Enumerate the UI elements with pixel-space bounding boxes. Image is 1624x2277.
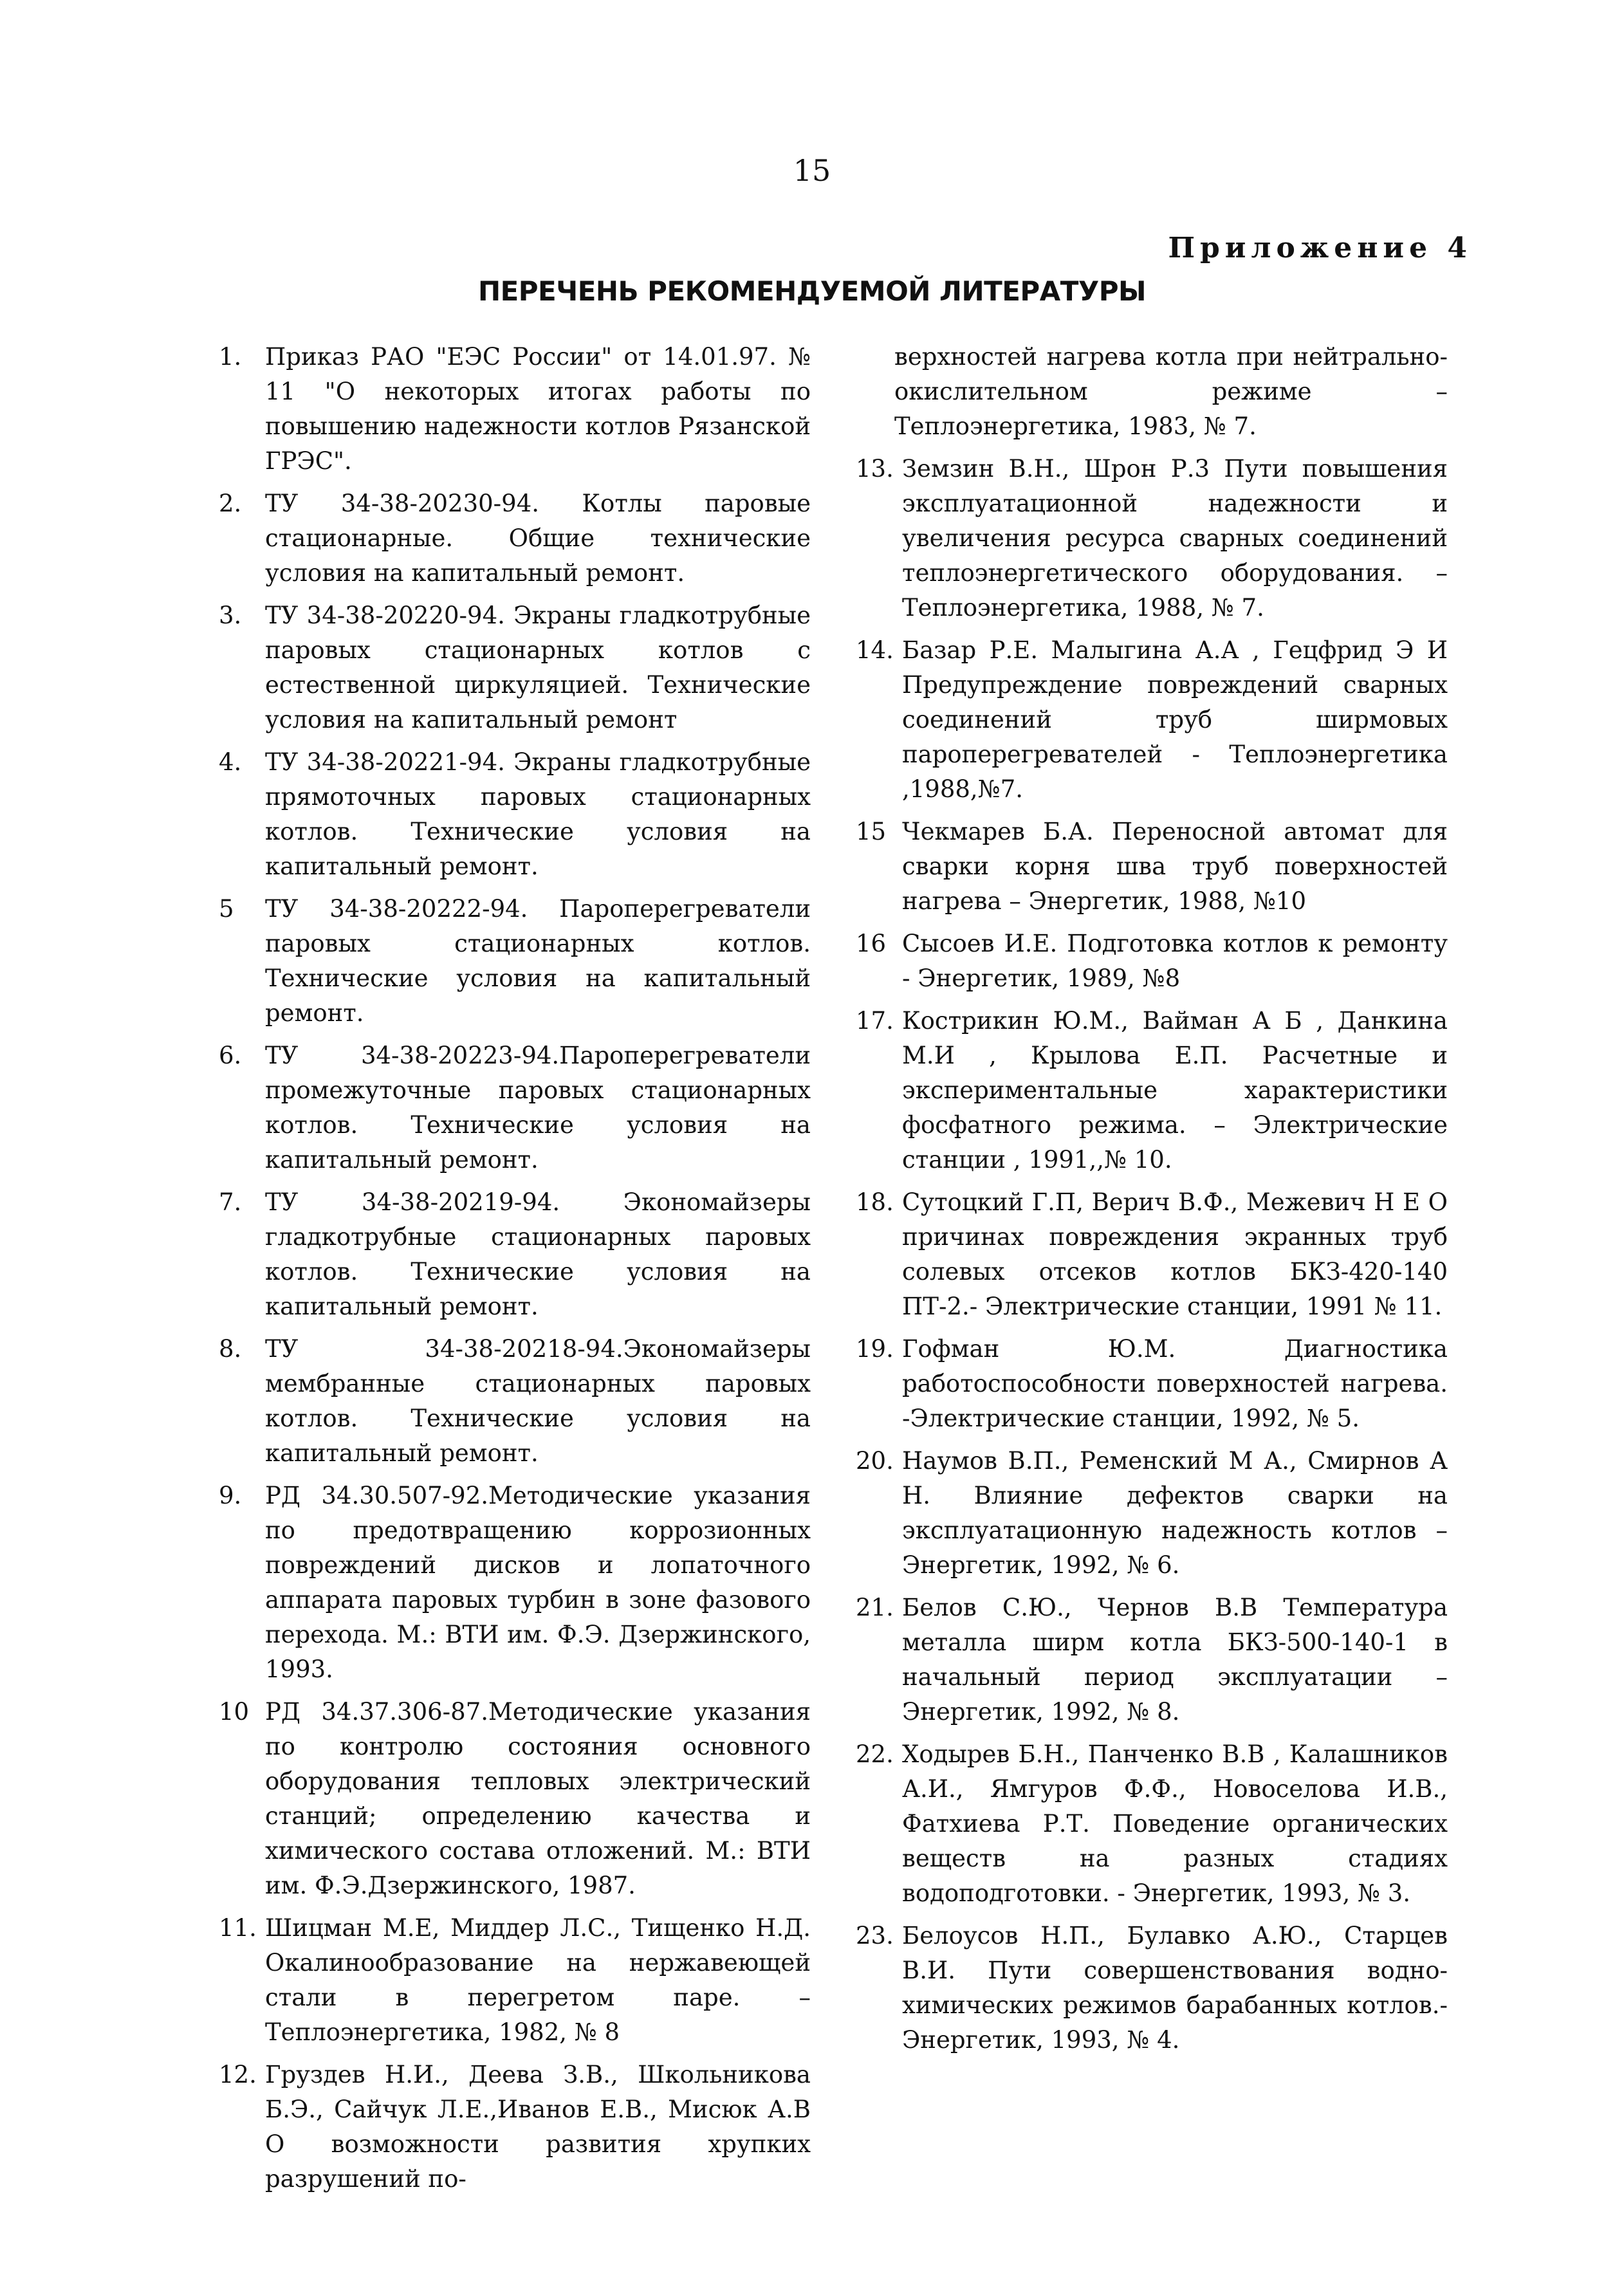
reference-number: 1. bbox=[219, 343, 242, 371]
reference-item bbox=[856, 815, 1448, 919]
reference-item bbox=[219, 1695, 811, 1903]
reference-text: ТУ 34-38-20220-94. Экраны гладкотрубные паровых стационарных котлов с естественной циркуляцией. Технические условия на капитальный ремонт bbox=[265, 602, 811, 733]
reference-number: 21. bbox=[856, 1594, 894, 1621]
reference-item bbox=[219, 1479, 811, 1687]
reference-text: Белов С.Ю., Чернов В.В Температура металла ширм котла БКЗ-500-140-1 в начальный период эксплуатации – Энергетик, 1992, № 8. bbox=[902, 1594, 1448, 1726]
reference-text: Наумов В.П., Ременский М А., Смирнов А Н. Влияние дефектов сварки на эксплуатационную надежность котлов – Энергетик, 1992, № 6. bbox=[902, 1447, 1448, 1579]
reference-text: Сутоцкий Г.П, Верич В.Ф., Межевич Н Е О причинах повреждения экранных труб солевых отсеков котлов БКЗ-420-140 ПТ-2.- Электрические станции, 1991 № 11. bbox=[902, 1188, 1448, 1320]
reference-number: 10 bbox=[219, 1698, 250, 1726]
reference-item bbox=[219, 892, 811, 1031]
reference-item bbox=[219, 2058, 811, 2197]
reference-text: Шицман М.Е, Миддер Л.С., Тищенко Н.Д. Окалинообразование на нержавеющей стали в перегретом паре. – Теплоэнергетика, 1982, № 8 bbox=[265, 1914, 811, 2046]
page-title: ПЕРЕЧЕНЬ РЕКОМЕНДУЕМОЙ ЛИТЕРАТУРЫ bbox=[477, 275, 1147, 307]
reference-number: 4. bbox=[219, 748, 242, 776]
reference-item bbox=[219, 745, 811, 884]
reference-item bbox=[219, 1185, 811, 1324]
reference-item bbox=[219, 598, 811, 737]
reference-continuation: верхностей нагрева котла при нейтрально-окислительном режиме – Теплоэнергетика, 1983, № 7. bbox=[894, 343, 1448, 440]
reference-text: Белоусов Н.П., Булавко А.Ю., Старцев В.И. Пути совершенствования водно-химических режимов барабанных котлов.-Энергетик, 1993, № 4. bbox=[902, 1922, 1448, 2054]
reference-item bbox=[219, 1332, 811, 1471]
reference-number: 18. bbox=[856, 1188, 894, 1216]
reference-item bbox=[219, 486, 811, 591]
reference-number: 9. bbox=[219, 1482, 242, 1509]
reference-item bbox=[856, 1332, 1448, 1436]
reference-text: ТУ 34-38-20223-94.Пароперегреватели промежуточные паровых стационарных котлов. Технические условия на капитальный ремонт. bbox=[265, 1042, 811, 1174]
reference-text: ТУ 34-38-20221-94. Экраны гладкотрубные прямоточных паровых стационарных котлов. Технические условия на капитальный ремонт. bbox=[265, 748, 811, 880]
reference-number: 11. bbox=[219, 1914, 257, 1942]
right-column bbox=[856, 340, 1448, 2065]
reference-text: ТУ 34-38-20219-94. Экономайзеры гладкотрубные стационарных паровых котлов. Технические условия на капитальный ремонт. bbox=[265, 1188, 811, 1320]
reference-text: Гофман Ю.М. Диагностика работоспособности поверхностей нагрева. -Электрические станции, 1992, № 5. bbox=[902, 1335, 1448, 1432]
reference-text: ТУ 34-38-20230-94. Котлы паровые стационарные. Общие технические условия на капитальный ремонт. bbox=[265, 490, 811, 587]
reference-item bbox=[856, 452, 1448, 625]
reference-item bbox=[856, 1737, 1448, 1911]
reference-text: Сысоев И.Е. Подготовка котлов к ремонту - Энергетик, 1989, №8 bbox=[902, 930, 1448, 992]
reference-item bbox=[219, 340, 811, 479]
reference-number: 5 bbox=[219, 895, 234, 923]
reference-item bbox=[219, 1038, 811, 1177]
reference-text: Приказ РАО "ЕЭС России" от 14.01.97. № 11 "О некоторых итогах работы по повышению надежности котлов Рязанской ГРЭС". bbox=[265, 343, 811, 475]
reference-number: 19. bbox=[856, 1335, 894, 1363]
reference-number: 23. bbox=[856, 1922, 894, 1950]
appendix-label: Приложение 4 bbox=[1168, 232, 1472, 264]
reference-number: 6. bbox=[219, 1042, 242, 1069]
reference-number: 8. bbox=[219, 1335, 242, 1363]
reference-item bbox=[856, 1444, 1448, 1583]
reference-text: РД 34.30.507-92.Методические указания по предотвращению коррозионных повреждений дисков и лопаточного аппарата паровых турбин в зоне фазового перехода. М.: ВТИ им. Ф.Э. Дзержинского, 1993. bbox=[265, 1482, 811, 1683]
reference-item bbox=[856, 1590, 1448, 1729]
reference-text: Груздев Н.И., Деева З.В., Школьникова Б.Э., Сайчук Л.Е.,Иванов Е.В., Мисюк А.В О возможности развития хрупких разрушений по- bbox=[265, 2061, 811, 2193]
reference-number: 20. bbox=[856, 1447, 894, 1475]
reference-number: 17. bbox=[856, 1007, 894, 1035]
reference-number: 7. bbox=[219, 1188, 242, 1216]
reference-item bbox=[856, 633, 1448, 807]
reference-number: 2. bbox=[219, 490, 242, 517]
reference-item bbox=[856, 926, 1448, 996]
reference-number: 12. bbox=[219, 2061, 257, 2088]
reference-text: РД 34.37.306-87.Методические указания по контролю состояния основного оборудования тепловых электрический станций; определению качества и химического состава отложений. М.: ВТИ им. Ф.Э.Дзержинского, 1987. bbox=[265, 1698, 811, 1899]
page-number: 15 bbox=[793, 153, 831, 188]
reference-text: Ходырев Б.Н., Панченко В.В , Калашников А.И., Ямгуров Ф.Ф., Новоселова И.В., Фатхиева Р.Т. Поведение органических веществ на разных стадиях водоподготовки. - Энергетик, 1993, № 3. bbox=[902, 1740, 1448, 1907]
reference-text: Базар Р.Е. Малыгина А.А , Гецфрид Э И Предупреждение повреждений сварных соединений труб ширмовых пароперегревателей - Теплоэнергетика ,1988,№7. bbox=[902, 636, 1448, 803]
reference-text: ТУ 34-38-20222-94. Пароперегреватели паровых стационарных котлов. Технические условия на капитальный ремонт. bbox=[265, 895, 811, 1027]
reference-number: 22. bbox=[856, 1740, 894, 1768]
reference-text: Чекмарев Б.А. Переносной автомат для сварки корня шва труб поверхностей нагрева – Энергетик, 1988, №10 bbox=[902, 818, 1448, 915]
reference-item bbox=[219, 1911, 811, 2050]
reference-item bbox=[856, 1185, 1448, 1324]
reference-text: Кострикин Ю.М., Вайман А Б , Данкина М.И , Крылова Е.П. Расчетные и экспериментальные характеристики фосфатного режима. – Электрические станции , 1991,,№ 10. bbox=[902, 1007, 1448, 1174]
left-column bbox=[219, 340, 811, 2204]
reference-text: ТУ 34-38-20218-94.Экономайзеры мембранные стационарных паровых котлов. Технические условия на капитальный ремонт. bbox=[265, 1335, 811, 1467]
reference-item bbox=[856, 1919, 1448, 2058]
reference-item bbox=[856, 1004, 1448, 1177]
reference-number: 14. bbox=[856, 636, 894, 664]
reference-text: Земзин В.Н., Шрон Р.3 Пути повышения эксплуатационной надежности и увеличения ресурса сварных соединений теплоэнергетического оборудования. – Теплоэнергетика, 1988, № 7. bbox=[902, 455, 1448, 622]
reference-number: 13. bbox=[856, 455, 894, 483]
reference-number: 15 bbox=[856, 818, 887, 845]
reference-number: 3. bbox=[219, 602, 242, 629]
reference-number: 16 bbox=[856, 930, 887, 957]
